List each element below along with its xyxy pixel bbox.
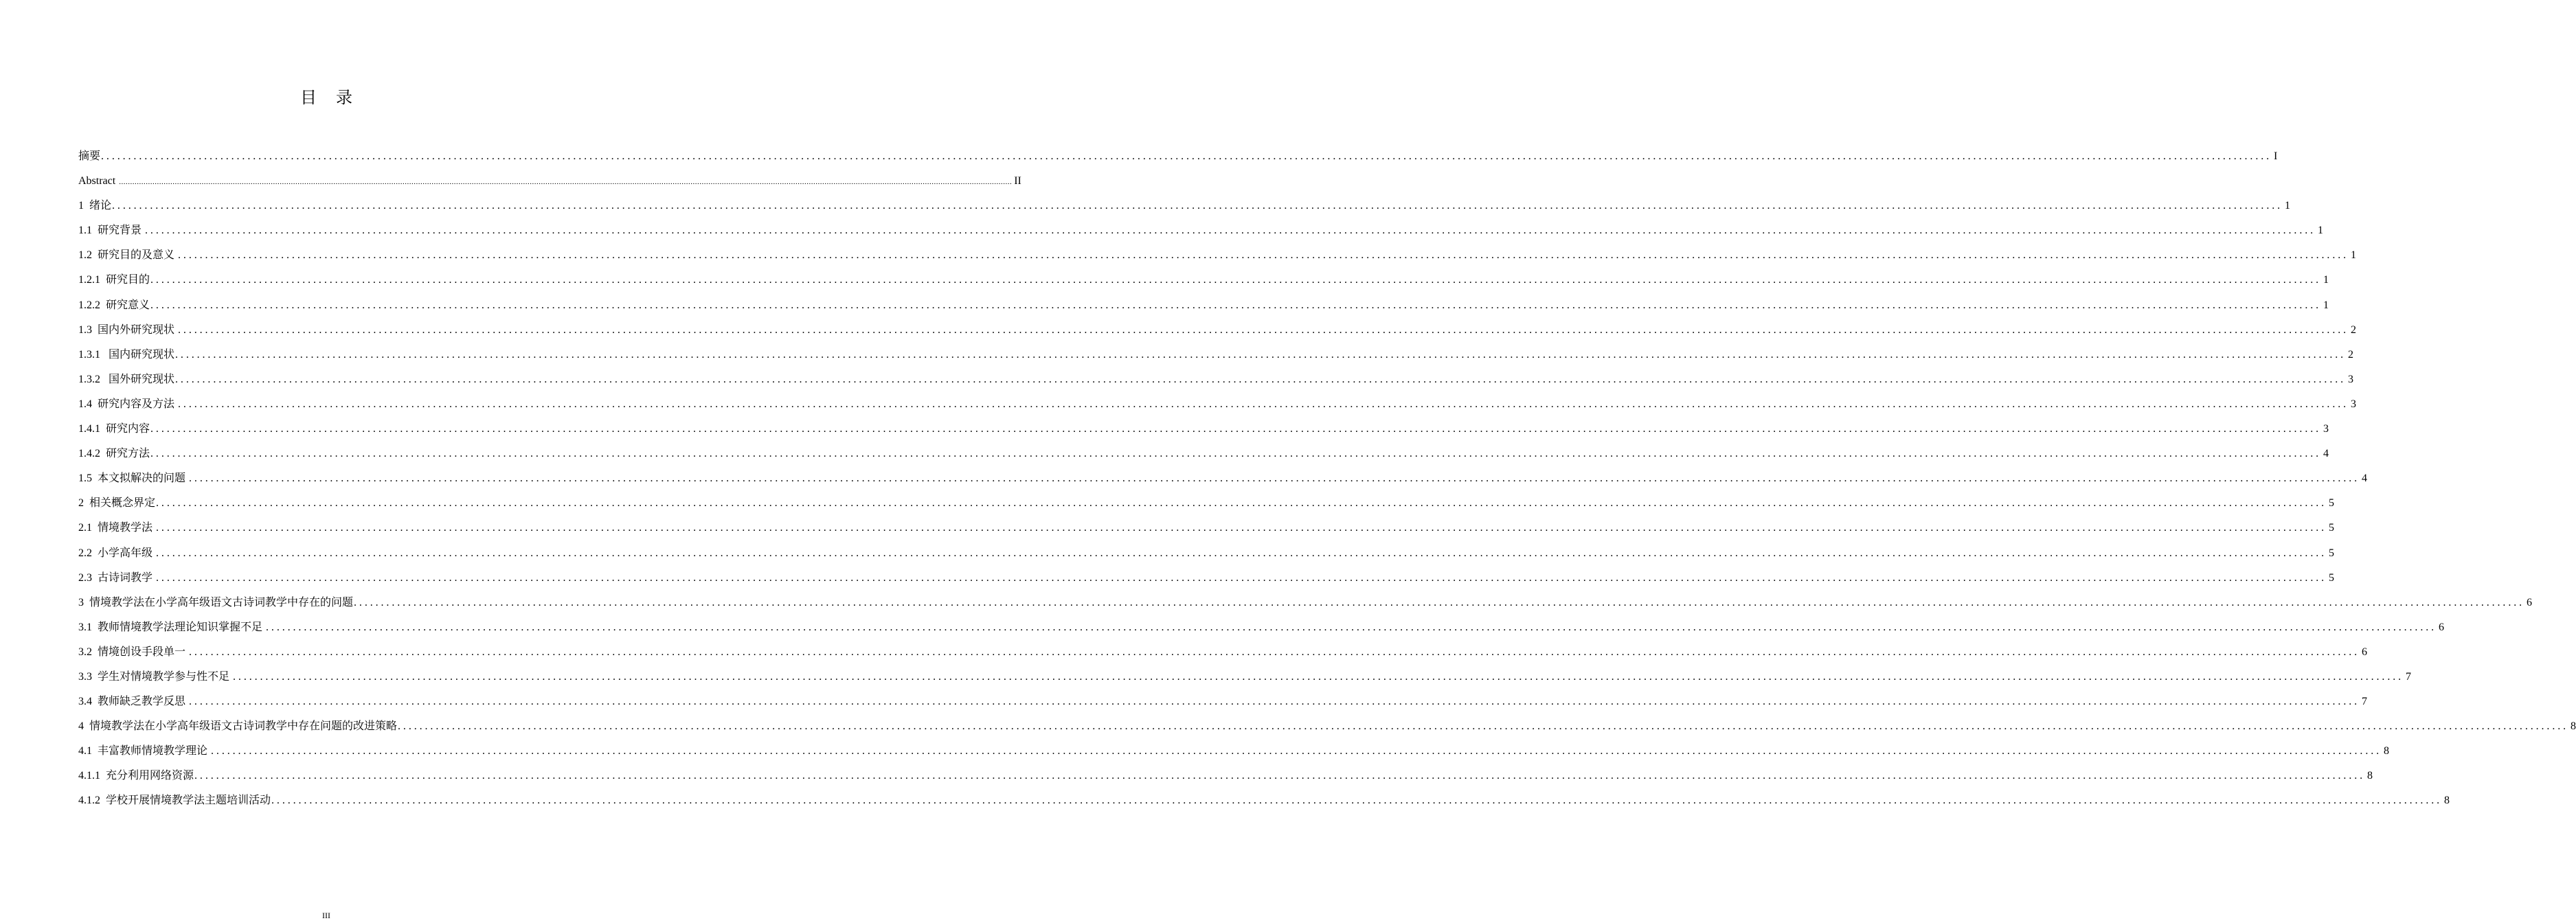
toc-entry[interactable] bbox=[78, 495, 2335, 520]
toc-title: 目录 bbox=[300, 89, 372, 107]
toc-entry-label: 2.1 情境教学法 bbox=[78, 522, 156, 534]
dot-leader: ................................................................................................................................................................................................................................................................................................................................................................................................................ bbox=[156, 522, 2327, 534]
dot-leader: ................................................................................................................................................................................................................................................................................................................................................................................................................ bbox=[156, 547, 2327, 559]
toc-entry-label: 3 情境教学法在小学高年级语文古诗词教学中存在的问题 bbox=[78, 596, 354, 608]
toc-entry-page: 5 bbox=[2329, 497, 2335, 510]
dot-leader: ................................................................................................................................................................................................................................................................................................................................................................................................................ bbox=[178, 323, 2349, 336]
toc-entry[interactable] bbox=[78, 272, 2329, 297]
toc-entry[interactable] bbox=[78, 372, 2354, 396]
toc-entry-page: 5 bbox=[2329, 522, 2335, 534]
toc-entry-page: 3 bbox=[2348, 373, 2354, 385]
toc-entry-page: 7 bbox=[2406, 670, 2412, 683]
toc-entry[interactable] bbox=[78, 396, 2357, 421]
toc-entry[interactable] bbox=[78, 669, 2412, 694]
toc-entry[interactable] bbox=[78, 446, 2329, 470]
toc-entry-label: 3.1 教师情境教学法理论知识掌握不足 bbox=[78, 621, 266, 633]
toc-entry[interactable] bbox=[78, 297, 2329, 322]
toc-entry-page: 5 bbox=[2329, 547, 2335, 559]
toc-entry-page: 5 bbox=[2329, 571, 2335, 584]
toc-entry[interactable] bbox=[78, 793, 2450, 817]
toc-entry-page: 1 bbox=[2318, 225, 2324, 237]
toc-entry[interactable] bbox=[78, 595, 2533, 619]
toc-entry[interactable] bbox=[78, 768, 2373, 793]
toc-entry[interactable] bbox=[78, 570, 2335, 595]
toc-entry-page: I bbox=[2274, 150, 2278, 162]
toc-entry[interactable] bbox=[78, 347, 2354, 372]
toc-entry-label: 2.3 古诗词教学 bbox=[78, 571, 156, 584]
dot-leader: ................................................................................................................................................................................................................................................................................................................................................................................................................ bbox=[178, 249, 2349, 262]
toc-entry-page: 6 bbox=[2527, 596, 2533, 608]
dot-leader: ................................................................................................................................................................................................................................................................................................................................................................................................................ bbox=[189, 472, 2360, 485]
dot-leader: ................................................................................................................................................................................................................................................................................................................................................................................................................ bbox=[175, 348, 2347, 361]
toc-entry[interactable] bbox=[78, 743, 2390, 768]
dot-leader: ................................................................................................................................................................................................................................................................................................................................................................................................................ bbox=[119, 178, 1013, 187]
toc-entry-label: 1.3 国内外研究现状 bbox=[78, 323, 178, 336]
toc-entry-label: 4.1.2 学校开展情境教学法主题培训活动 bbox=[78, 795, 271, 807]
toc-entry-page: 6 bbox=[2362, 646, 2368, 658]
dot-leader: ................................................................................................................................................................................................................................................................................................................................................................................................................ bbox=[150, 423, 2322, 435]
toc-entry-label: 1.3.2 国外研究现状 bbox=[78, 373, 175, 385]
toc-entry-page: 1 bbox=[2351, 249, 2357, 262]
toc-entry[interactable] bbox=[78, 322, 2357, 347]
toc-entry[interactable] bbox=[78, 148, 2278, 173]
dot-leader: ................................................................................................................................................................................................................................................................................................................................................................................................................ bbox=[150, 299, 2322, 311]
dot-leader: ................................................................................................................................................................................................................................................................................................................................................................................................................ bbox=[233, 670, 2404, 683]
toc-entry-label: 4.1.1 充分利用网络资源 bbox=[78, 770, 194, 782]
dot-leader: ................................................................................................................................................................................................................................................................................................................................................................................................................ bbox=[156, 497, 2327, 510]
toc-entry-label: 1.2 研究目的及意义 bbox=[78, 249, 178, 262]
toc-entry-page: 1 bbox=[2285, 200, 2291, 212]
toc-entry-label: 3.2 情境创设手段单一 bbox=[78, 646, 189, 658]
toc-entry-label: 3.3 学生对情境教学参与性不足 bbox=[78, 670, 233, 683]
toc-entry-page: 6 bbox=[2439, 621, 2445, 633]
toc-entry[interactable] bbox=[78, 520, 2335, 545]
dot-leader: ................................................................................................................................................................................................................................................................................................................................................................................................................ bbox=[271, 795, 2443, 807]
dot-leader: ................................................................................................................................................................................................................................................................................................................................................................................................................ bbox=[189, 646, 2360, 658]
dot-leader: ................................................................................................................................................................................................................................................................................................................................................................................................................ bbox=[398, 720, 2569, 733]
dot-leader: ................................................................................................................................................................................................................................................................................................................................................................................................................ bbox=[266, 621, 2437, 633]
toc-entry[interactable] bbox=[78, 694, 2368, 718]
toc-entry-label: 1.4 研究内容及方法 bbox=[78, 398, 178, 410]
dot-leader: ................................................................................................................................................................................................................................................................................................................................................................................................................ bbox=[112, 200, 2283, 212]
toc-entry-page: 4 bbox=[2323, 448, 2329, 460]
toc-entry-label: 1.1 研究背景 bbox=[78, 225, 145, 237]
dot-leader: ................................................................................................................................................................................................................................................................................................................................................................................................................ bbox=[145, 225, 2316, 237]
toc-entry-page: 3 bbox=[2323, 423, 2329, 435]
toc-entry[interactable] bbox=[78, 545, 2335, 570]
toc-entry-page: 8 bbox=[2384, 745, 2390, 757]
toc-entry-page: 8 bbox=[2444, 795, 2450, 807]
toc-entry-page: II bbox=[1014, 175, 1021, 187]
dot-leader: ................................................................................................................................................................................................................................................................................................................................................................................................................ bbox=[150, 274, 2322, 286]
toc-entry-label: 1.4.2 研究方法 bbox=[78, 448, 150, 460]
toc-entry-page: 4 bbox=[2362, 472, 2368, 485]
toc-entry-page: 1 bbox=[2323, 299, 2329, 311]
toc-entry[interactable] bbox=[78, 421, 2329, 446]
toc-entry[interactable] bbox=[78, 247, 2357, 272]
toc-entry-page: 8 bbox=[2367, 770, 2373, 782]
dot-leader: ................................................................................................................................................................................................................................................................................................................................................................................................................ bbox=[175, 373, 2347, 385]
page-number: III bbox=[322, 911, 330, 920]
toc-entry[interactable] bbox=[78, 619, 2445, 644]
toc-entry-page: 2 bbox=[2348, 348, 2354, 361]
toc-entry-page: 7 bbox=[2362, 696, 2368, 708]
toc-entry[interactable] bbox=[78, 198, 2291, 223]
toc-entry-label: Abstract bbox=[78, 175, 119, 187]
toc-entry[interactable] bbox=[78, 173, 1021, 198]
toc-entry-label: 摘要 bbox=[78, 150, 101, 162]
toc-entry-label: 1.2.1 研究目的 bbox=[78, 274, 150, 286]
toc-entry-label: 2 相关概念界定 bbox=[78, 497, 156, 510]
toc-entry-page: 2 bbox=[2351, 323, 2357, 336]
toc-entry-label: 1.3.1 国内研究现状 bbox=[78, 348, 175, 361]
dot-leader: ................................................................................................................................................................................................................................................................................................................................................................................................................ bbox=[194, 770, 2366, 782]
toc-entry-label: 1.2.2 研究意义 bbox=[78, 299, 150, 311]
toc-entry[interactable] bbox=[78, 644, 2368, 669]
dot-leader: ................................................................................................................................................................................................................................................................................................................................................................................................................ bbox=[101, 150, 2272, 162]
dot-leader: ................................................................................................................................................................................................................................................................................................................................................................................................................ bbox=[178, 398, 2349, 410]
toc-entry-label: 4.1 丰富教师情境教学理论 bbox=[78, 745, 211, 757]
toc-entry-page: 3 bbox=[2351, 398, 2357, 410]
toc-entry-label: 1.4.1 研究内容 bbox=[78, 423, 150, 435]
toc-entry-label: 1.5 本文拟解决的问题 bbox=[78, 472, 189, 485]
toc-entry[interactable] bbox=[78, 718, 2576, 743]
table-of-contents bbox=[78, 148, 2576, 818]
toc-entry-page: 1 bbox=[2323, 274, 2329, 286]
dot-leader: ................................................................................................................................................................................................................................................................................................................................................................................................................ bbox=[156, 571, 2327, 584]
toc-entry-label: 2.2 小学高年级 bbox=[78, 547, 156, 559]
toc-entry-label: 4 情境教学法在小学高年级语文古诗词教学中存在问题的改进策略 bbox=[78, 720, 398, 733]
dot-leader: ................................................................................................................................................................................................................................................................................................................................................................................................................ bbox=[189, 696, 2360, 708]
dot-leader: ................................................................................................................................................................................................................................................................................................................................................................................................................ bbox=[150, 448, 2322, 460]
toc-entry-label: 1 绪论 bbox=[78, 200, 112, 212]
dot-leader: ................................................................................................................................................................................................................................................................................................................................................................................................................ bbox=[354, 596, 2525, 608]
toc-entry[interactable] bbox=[78, 470, 2368, 495]
toc-entry[interactable] bbox=[78, 223, 2324, 247]
toc-entry-label: 3.4 教师缺乏教学反思 bbox=[78, 696, 189, 708]
toc-entry-page: 8 bbox=[2571, 720, 2576, 733]
dot-leader: ................................................................................................................................................................................................................................................................................................................................................................................................................ bbox=[211, 745, 2382, 757]
